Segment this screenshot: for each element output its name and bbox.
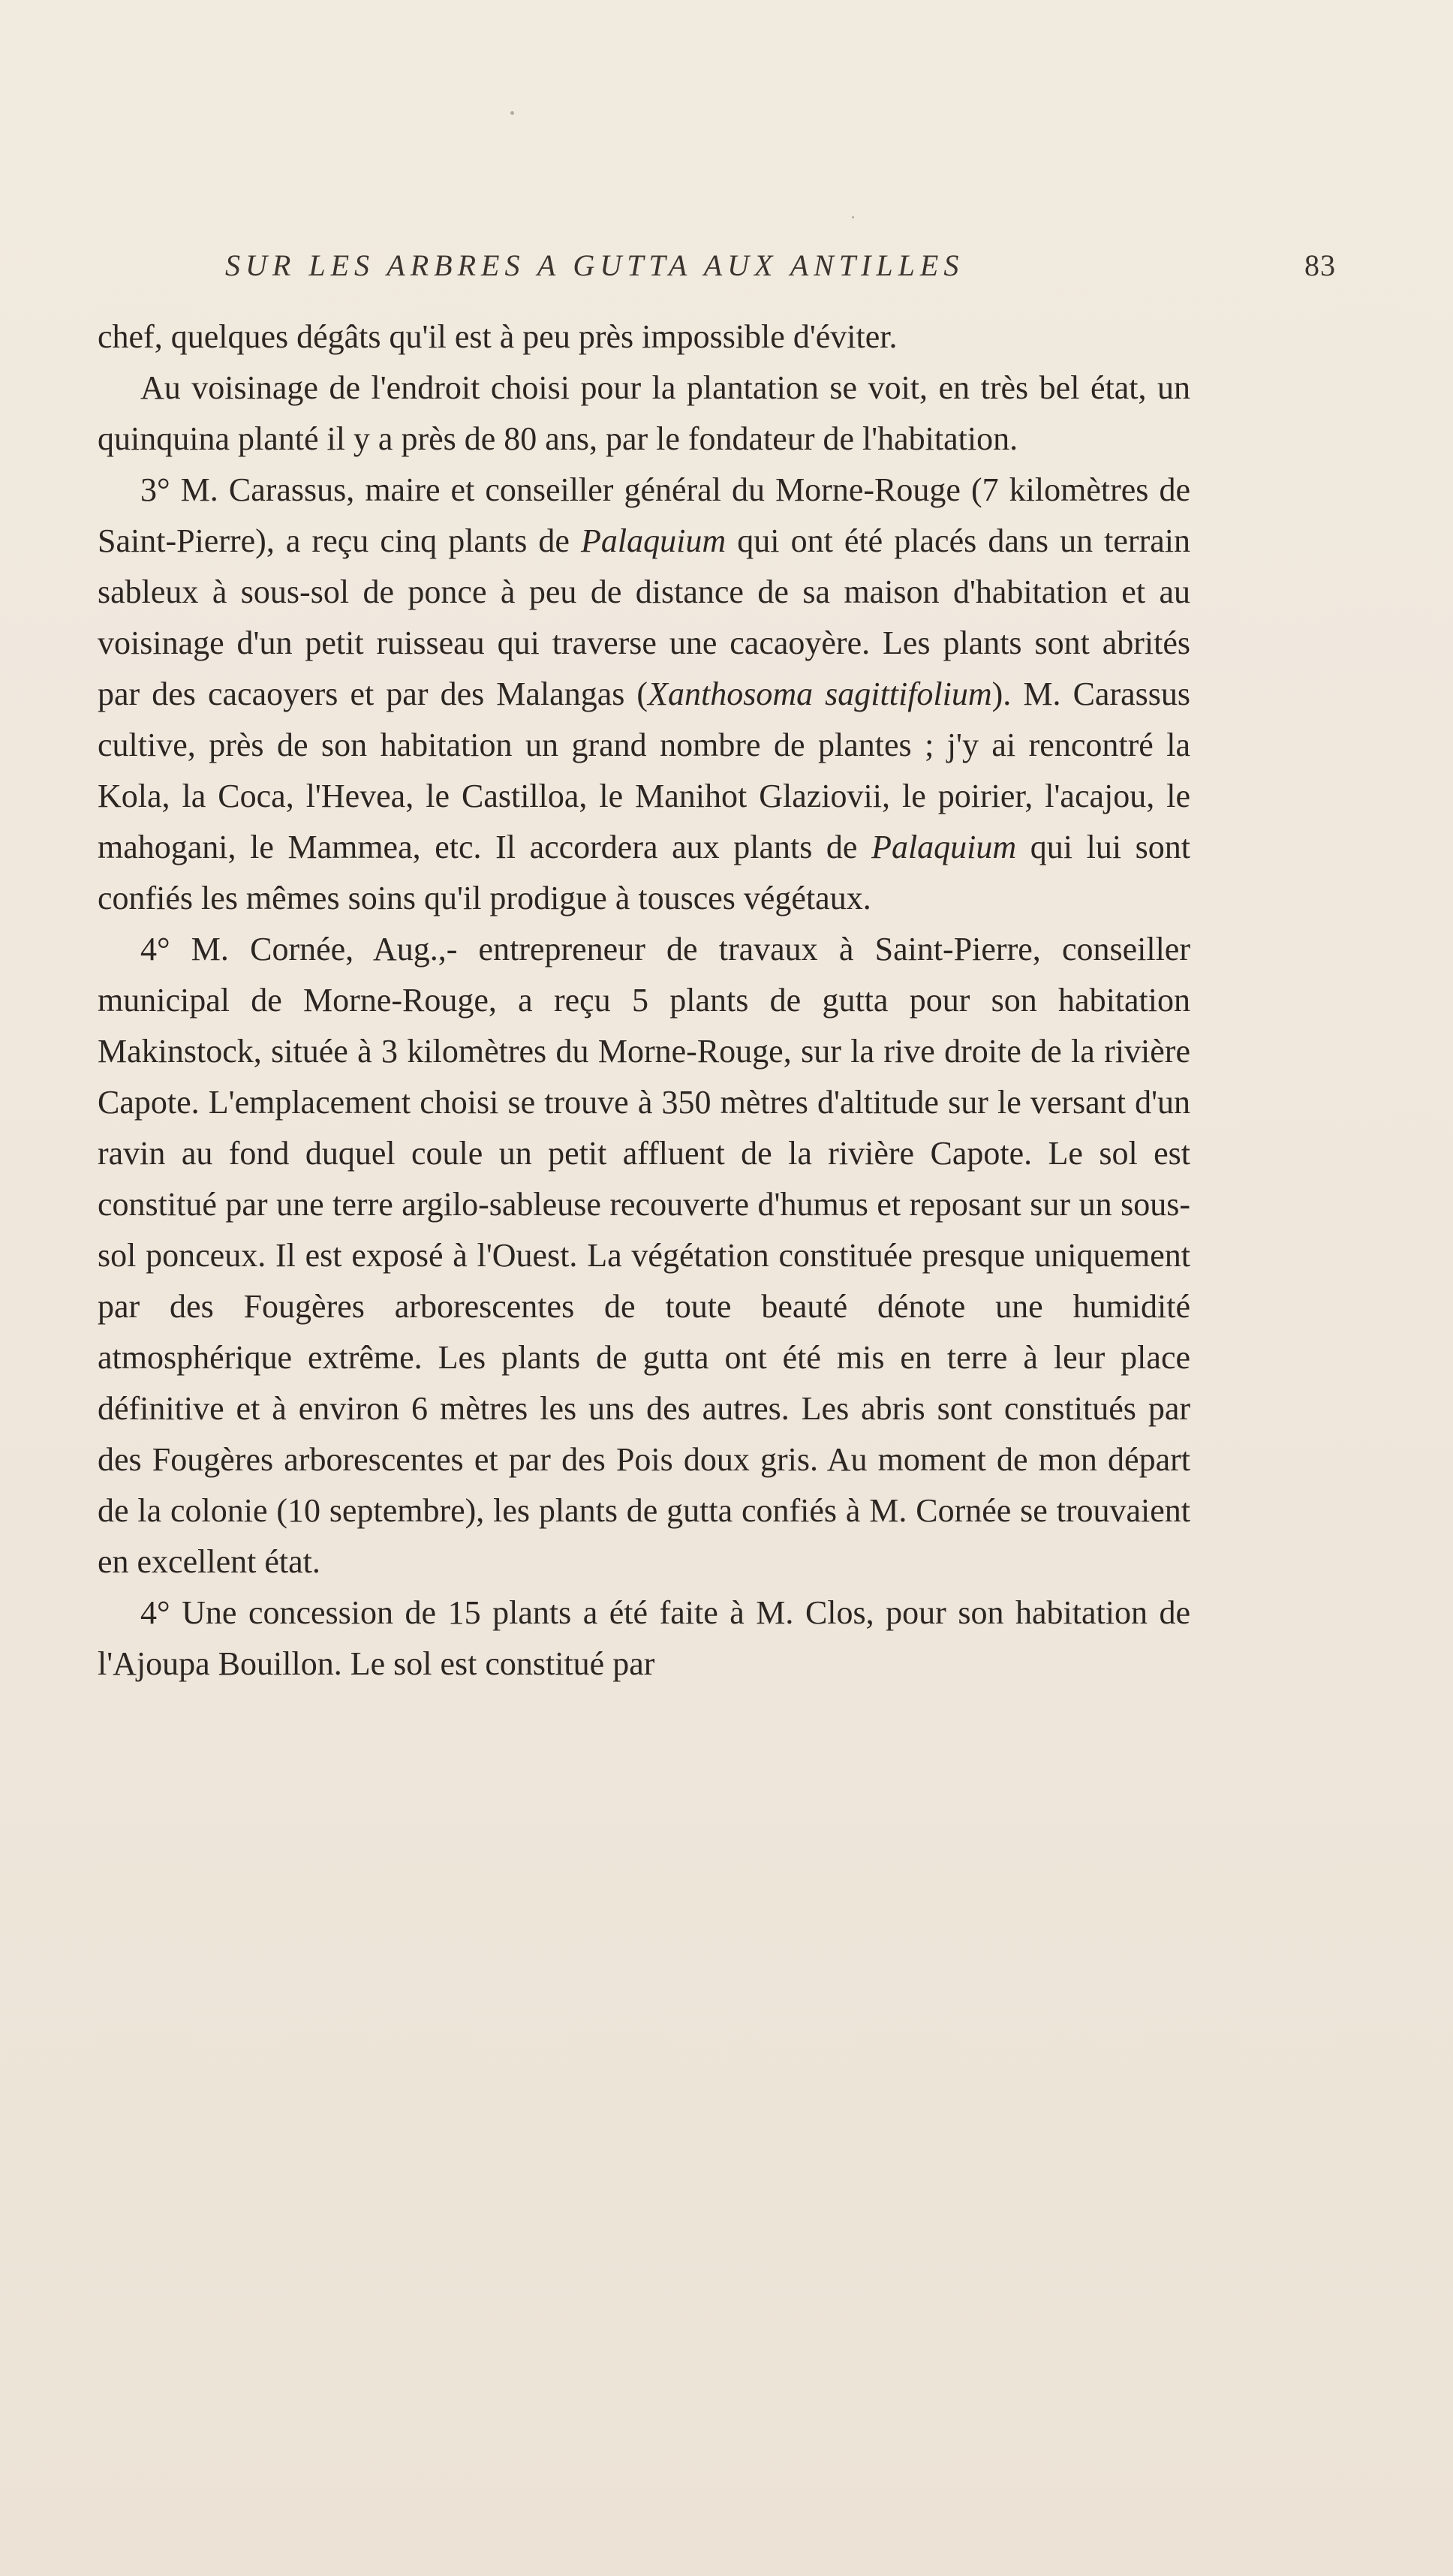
page-speck	[510, 111, 514, 115]
italic-text: Xanthosoma sagittifolium	[648, 676, 992, 712]
body-text	[98, 311, 1190, 1690]
running-title: SUR LES ARBRES A GUTTA AUX ANTILLES	[225, 248, 964, 282]
paragraph	[98, 1587, 1190, 1690]
page-speck	[852, 216, 854, 218]
text-run: 3° M. Carassus, maire et conseiller général du Morne-Rouge (7 kilomètres de Saint-Pierre), a reçu cinq plants de	[98, 471, 1190, 559]
text-run: chef, quelques dégâts qu'il est à peu près impossible d'éviter.	[98, 318, 898, 355]
text-run: qui ont été placés dans un terrain sableux à sous-sol de ponce à peu de distance de sa maison d'habitation et au voisinage d'un petit ruisseau qui traverse une cacaoyère. Les plants sont abrités par des cacaoyers et par des Malangas (	[98, 522, 1190, 712]
text-run: 4° M. Cornée, Aug.,- entrepreneur de travaux à Saint-Pierre, conseiller municipal de Morne-Rouge, a reçu 5 plants de gutta pour son habitation Makinstock, située à 3 kilomètres du Morne-Rouge, sur la rive droite de la rivière Capote. L'emplacement choisi se trouve à 350 mètres d'altitude sur le versant d'un ravin au fond duquel coule un petit affluent de la rivière Capote. Le sol est constitué par une terre argilo-sableuse recouverte d'humus et reposant sur un sous-sol ponceux. Il est exposé à l'Ouest. La végétation constituée presque uniquement par des Fougères arborescentes de toute beauté dénote une humidité atmosphérique extrême. Les plants de gutta ont été mis en terre à leur place définitive et à environ 6 mètres les uns des autres. Les abris sont constitués par des Fougères arborescentes et par des Pois doux gris. Au moment de mon départ de la colonie (10 septembre), les plants de gutta confiés à M. Cornée se trouvaient en excellent état.	[98, 931, 1190, 1580]
paragraph	[98, 311, 1190, 363]
italic-text: Palaquium	[581, 522, 726, 559]
text-run: ). M. Carassus cultive, près de son habitation un grand nombre de plantes ; j'y ai rencontré la Kola, la Coca, l'Hevea, le Castilloa, le Manihot Glaziovii, le poirier, l'acajou, le mahogani, le Mammea, etc. Il accordera aux plants de	[98, 676, 1190, 865]
text-run: qui lui sont confiés les mêmes soins qu'il prodigue à tousces végétaux.	[98, 829, 1190, 916]
text-run: Au voisinage de l'endroit choisi pour la plantation se voit, en très bel état, un quinquina planté il y a près de 80 ans, par le fondateur de l'habitation.	[98, 369, 1190, 457]
page-number: 83	[1304, 248, 1336, 282]
running-head	[225, 248, 1336, 293]
paragraph	[98, 465, 1190, 924]
italic-text: Palaquium	[871, 829, 1017, 865]
paragraph	[98, 363, 1190, 465]
paragraph	[98, 924, 1190, 1587]
text-run: 4° Une concession de 15 plants a été faite à M. Clos, pour son habitation de l'Ajoupa Bouillon. Le sol est constitué par	[98, 1594, 1190, 1682]
